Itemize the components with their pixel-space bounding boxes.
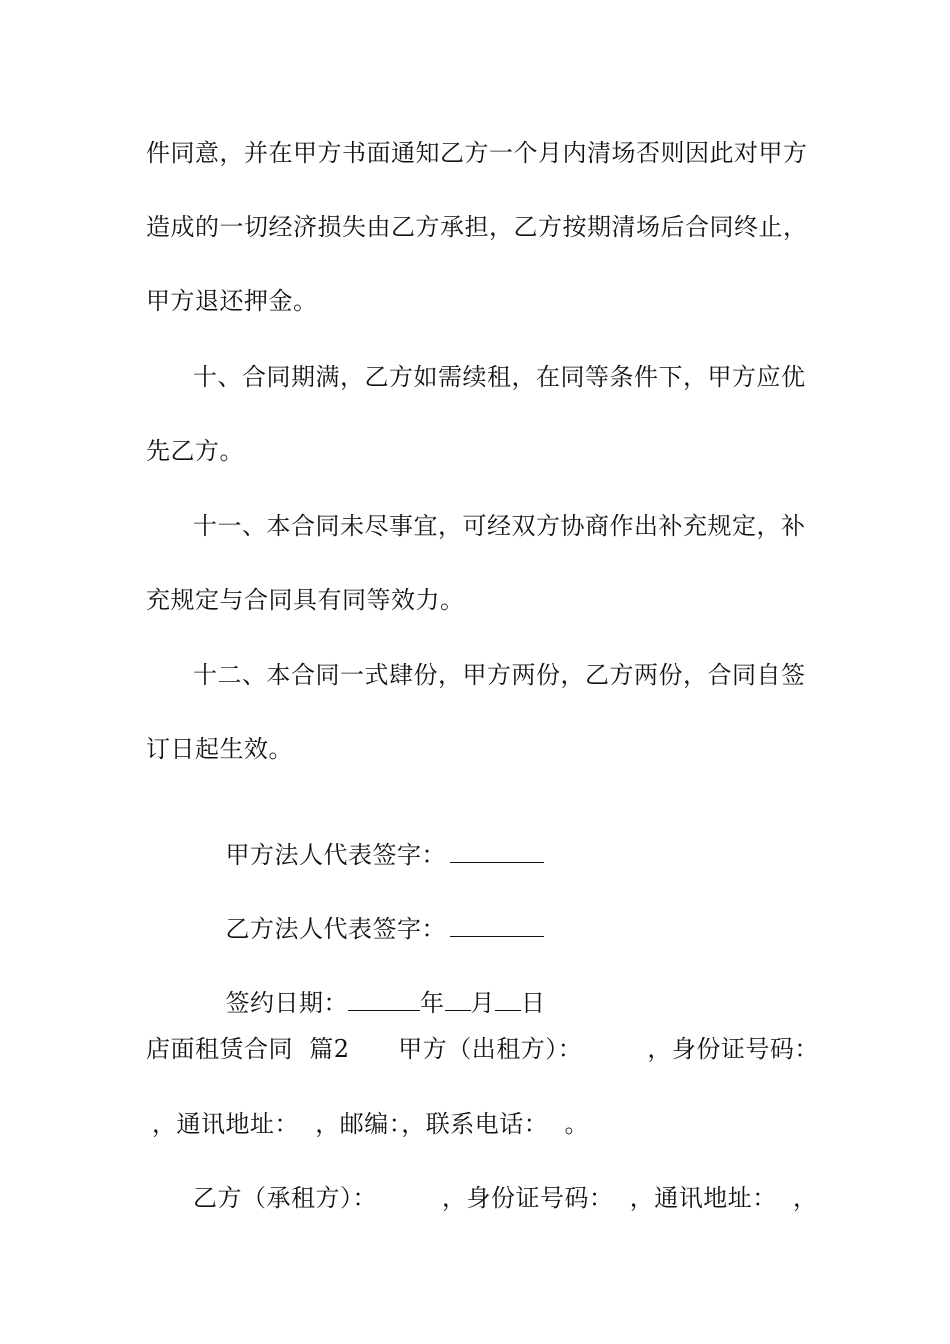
paragraph-line: 甲方退还押金。 <box>146 287 318 315</box>
date-day-label: 日 <box>521 989 546 1017</box>
paragraph-line: 充规定与合同具有同等效力。 <box>146 586 465 614</box>
clause-ten: 十、合同期满，乙方如需续租，在同等条件下，甲方应优 <box>193 363 806 391</box>
section2-party-b-line: 乙方（承租方）： ，身份证号码： ，通讯地址： ， <box>193 1184 818 1212</box>
signature-b-label: 乙方法人代表签字： <box>225 915 447 943</box>
paragraph-line: 先乙方。 <box>146 437 244 465</box>
date-year-label: 年 <box>420 989 445 1017</box>
clause-eleven: 十一、本合同未尽事宜，可经双方协商作出补充规定，补 <box>193 512 806 540</box>
date-label: 签约日期： <box>225 989 349 1017</box>
clause-twelve: 十二、本合同一式肆份，甲方两份，乙方两份，合同自签 <box>193 661 806 689</box>
date-day-blank[interactable] <box>495 988 521 1011</box>
paragraph-line: 造成的一切经济损失由乙方承担，乙方按期清场后合同终止， <box>146 213 808 241</box>
signature-b-blank[interactable] <box>450 914 544 937</box>
section2-contact-line: ，通讯地址： ，邮编：，联系电话： 。 <box>152 1110 590 1138</box>
paragraph-line: 件同意，并在甲方书面通知乙方一个月内清场否则因此对甲方 <box>146 139 808 167</box>
paragraph-line: 订日起生效。 <box>146 735 293 763</box>
date-year-blank[interactable] <box>348 988 420 1011</box>
section2-heading-line: 店面租赁合同 篇2 甲方（出租方）： ，身份证号码： <box>146 1035 819 1063</box>
date-month-blank[interactable] <box>445 988 471 1011</box>
signature-a-blank[interactable] <box>450 840 544 863</box>
date-month-label: 月 <box>470 989 496 1017</box>
signature-a-label: 甲方法人代表签字： <box>225 841 447 869</box>
